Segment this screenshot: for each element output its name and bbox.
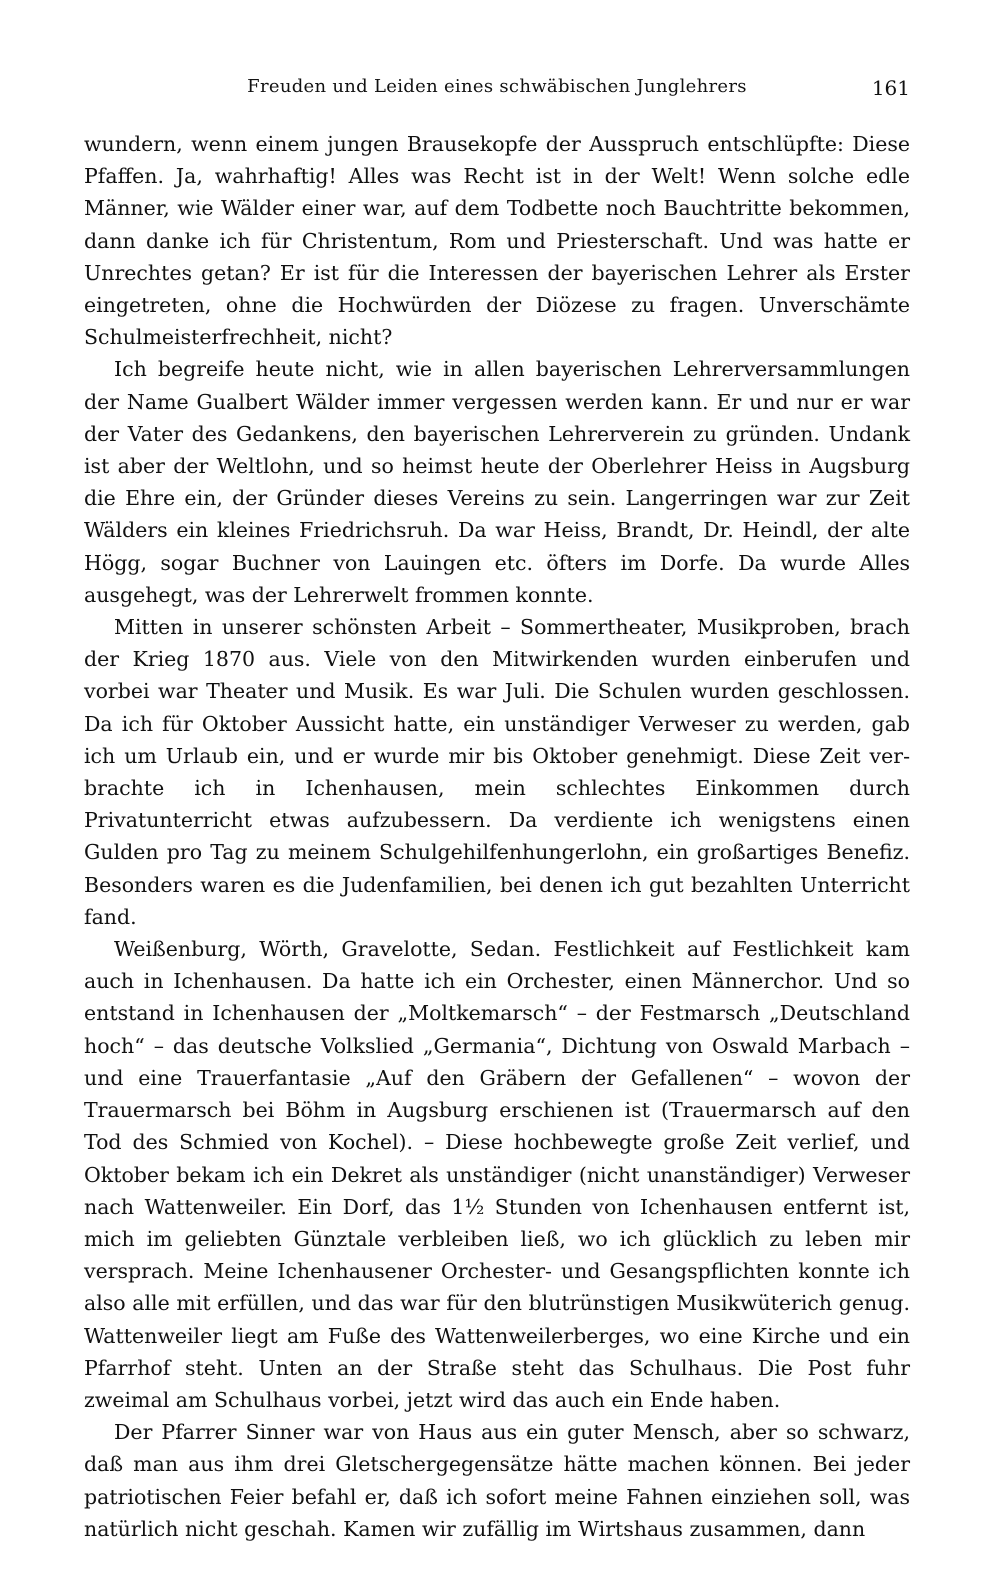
paragraph-1: wundern, wenn einem jungen Brausekopfe der Ausspruch entschlüpfte: Diese Pfaffen. Ja, wahrhaftig! Alles was Recht ist in der Welt! Wenn solche edle Männer, wie Wälder einer war, auf dem Todbette noch Bauchtritte bekommen, dann danke ich für Christentum, Rom und Priesterschaft. Und was hatte er Unrechtes getan? Er ist für die Interessen der bayerischen Lehrer als Erster eingetreten, ohne die Hochwürden der Diözese zu fragen. Unverschämte Schulmeisterfrechheit, nicht? xyxy=(84,132,910,350)
paragraph-4: Weißenburg, Wörth, Gravelotte, Sedan. Festlichkeit auf Festlichkeit kam auch in Ichenhausen. Da hatte ich ein Orchester, einen Männerchor. Und so entstand in Ichenhausen der „Moltkemarsch“ – der Festmarsch „Deutschland hoch“ – das deutsche Volkslied „Germania“, Dichtung von Oswald Marbach – und eine Trauerfantasie „Auf den Gräbern der Gefallenen“ – wovon der Trauermarsch bei Böhm in Augsburg erschienen ist (Trauermarsch auf den Tod des Schmied von Kochel). – Diese hochbewegte große Zeit verlief, und Oktober bekam ich ein Dekret als unständiger (nicht unanständiger) Verweser nach Wattenweiler. Ein Dorf, das 1½ Stunden von Ichenhausen entfernt ist, mich im geliebten Günztale verbleiben ließ, wo ich glücklich zu leben mir versprach. Meine Ichenhausener Orchester- und Gesangspflichten konnte ich also alle mit erfüllen, und das war für den blutrünstigen Musikwüterich genug. Wattenweiler liegt am Fuße des Wattenweilerberges, wo eine Kirche und ein Pfarrhof steht. Unten an der Straße steht das Schulhaus. Die Post fuhr zweimal am Schulhaus vorbei, jetzt wird das auch ein Ende haben. xyxy=(84,937,910,1412)
running-title: Freuden und Leiden eines schwäbischen Junglehrers xyxy=(247,76,747,97)
page-number: 161 xyxy=(871,76,910,100)
paragraph-2: Ich begreife heute nicht, wie in allen bayerischen Lehrerversammlungen der Name Gualbert Wälder immer vergessen werden kann. Er und nur er war der Vater des Gedankens, den bayerischen Lehrerverein zu gründen. Undank ist aber der Weltlohn, und so heimst heute der Oberlehrer Heiss in Augsburg die Ehre ein, der Gründer dieses Vereins zu sein. Langerringen war zur Zeit Wälders ein kleines Friedrichsruh. Da war Heiss, Brandt, Dr. Heindl, der alte Högg, sogar Buchner von Lauingen etc. öfters im Dorfe. Da wurde Alles ausgehegt, was der Lehrerwelt frommen konnte. xyxy=(84,357,910,607)
paragraph-3: Mitten in unserer schönsten Arbeit – Sommertheater, Musikproben, brach der Krieg 1870 aus. Viele von den Mitwirkenden wurden einberufen und vorbei war Theater und Musik. Es war Juli. Die Schulen wurden geschlossen. Da ich für Oktober Aussicht hatte, ein unständiger Verweser zu werden, gab ich um Urlaub ein, und er wurde mir bis Oktober genehmigt. Diese Zeit verbrachte ich in Ichenhausen, mein schlechtes Einkommen durch Privatunterricht etwas aufzubessern. Da verdiente ich wenigstens einen Gulden pro Tag zu meinem Schulgehilfenhungerlohn, ein großartiges Benefiz. Besonders waren es die Judenfamilien, bei denen ich gut bezahlten Unterricht fand. xyxy=(84,615,910,929)
paragraph-5: Der Pfarrer Sinner war von Haus aus ein guter Mensch, aber so schwarz, daß man aus ihm drei Gletschergegensätze hätte machen können. Bei jeder patriotischen Feier befahl er, daß ich sofort meine Fahnen einziehen soll, was natürlich nicht geschah. Kamen wir zufällig im Wirtshaus zusammen, dann xyxy=(84,1420,910,1541)
body-text xyxy=(84,128,910,1545)
running-head xyxy=(84,76,910,106)
